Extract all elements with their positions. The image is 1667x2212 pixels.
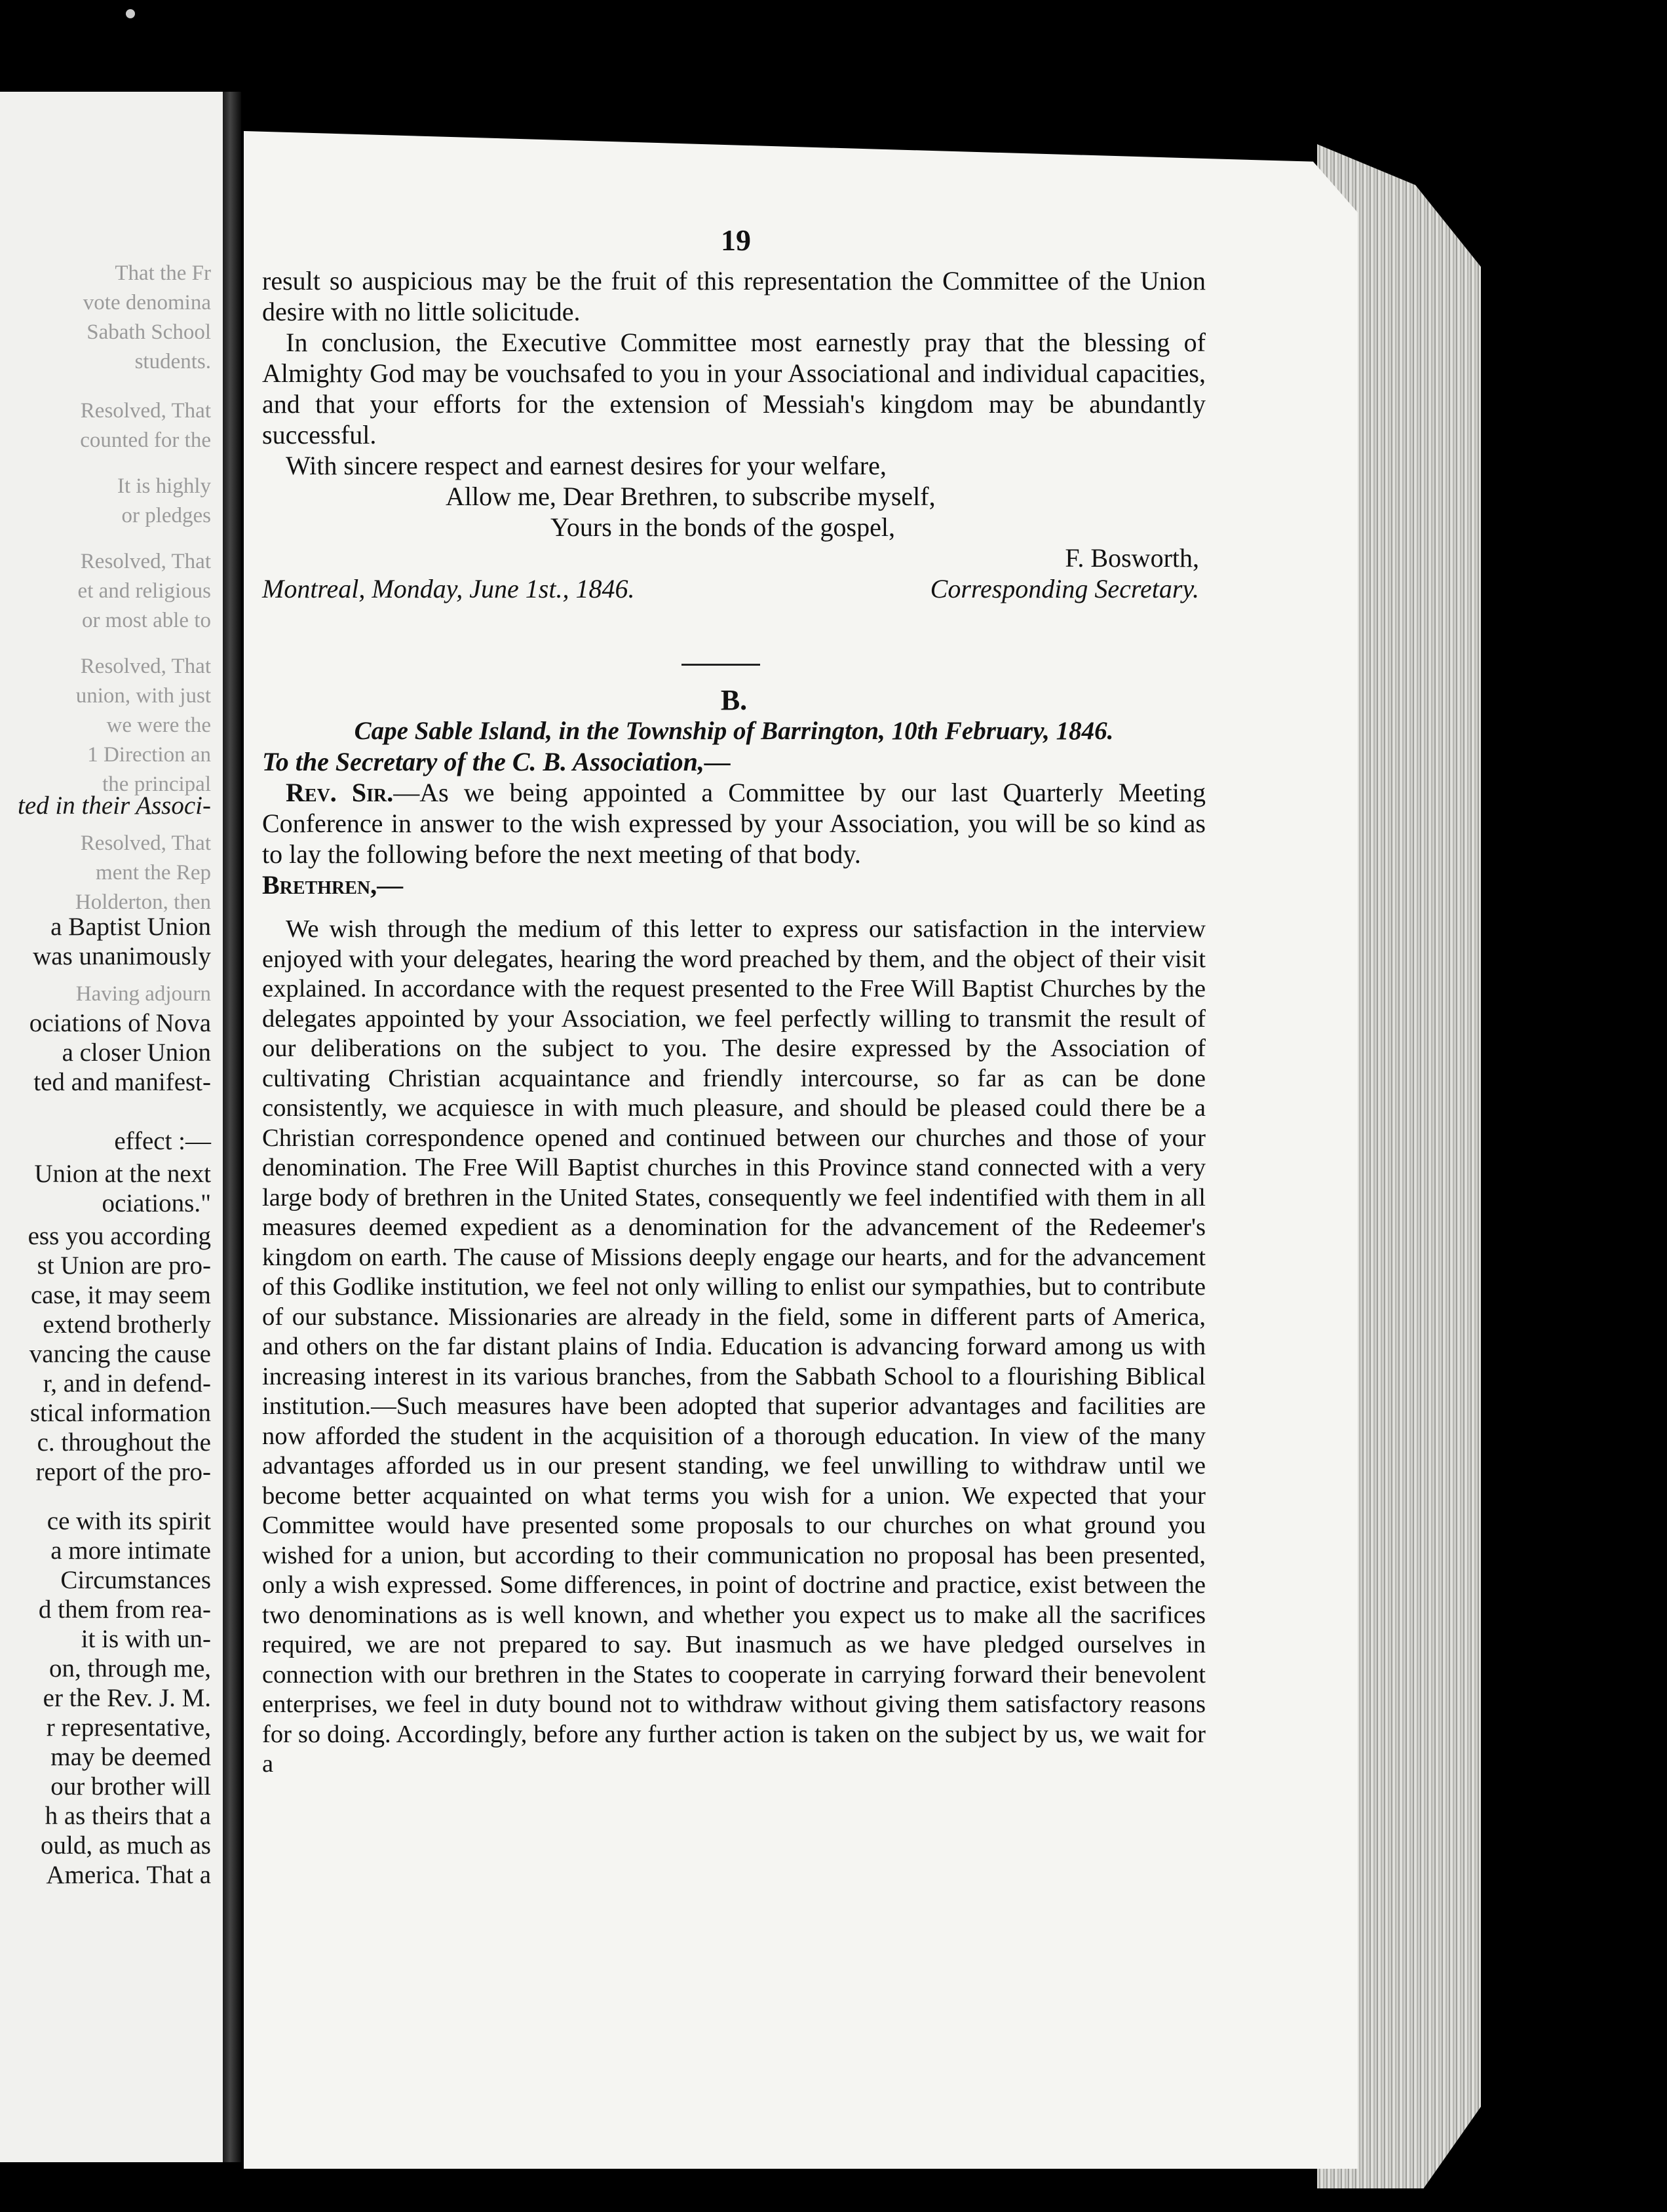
left-page-line: a more intimate — [50, 1536, 211, 1565]
left-page-line: ould, as much as — [41, 1831, 211, 1859]
left-page-line: may be deemed — [50, 1743, 211, 1771]
left-page-line: or pledges — [121, 504, 211, 527]
left-page-line: Resolved, That — [80, 831, 211, 855]
left-page-line: That the Fr — [115, 261, 211, 285]
section-divider — [681, 664, 760, 666]
closing-paragraph-1: result so auspicious may be the fruit of this representation the Committee of the Union desire with no little solicitude. — [262, 266, 1206, 326]
left-page-line: a Baptist Union — [50, 913, 211, 941]
closing-line-2: Allow me, Dear Brethren, to subscribe myself, — [446, 482, 936, 511]
left-page-line: Circumstances — [60, 1566, 211, 1594]
left-page-line: Union at the next — [34, 1160, 211, 1188]
left-page-line: Resolved, That — [80, 550, 211, 573]
left-page-line: students. — [134, 350, 211, 373]
left-page-line: h as theirs that a — [45, 1802, 211, 1830]
page-number: 19 — [721, 223, 751, 257]
left-page-line: was unanimously — [33, 942, 211, 970]
left-page-line: er the Rev. J. M. — [43, 1684, 211, 1712]
left-page-line: vote denomina — [83, 291, 211, 315]
left-page-line: ted in their Associ- — [18, 791, 211, 820]
address-line: To the Secretary of the C. B. Association,— — [262, 747, 731, 776]
left-page-line: a closer Union — [62, 1039, 211, 1067]
left-page-line: et and religious — [77, 579, 211, 603]
left-page-line: America. That a — [46, 1861, 211, 1889]
left-page-line: the principal — [102, 772, 211, 796]
left-page-line: Holderton, then — [75, 890, 211, 914]
section-b — [262, 685, 1206, 1780]
left-page-line: ociations of Nova — [29, 1009, 211, 1037]
left-page-line: on, through me, — [49, 1654, 211, 1683]
salutation-text: —As we being appointed a Committee by our last Quarterly Meeting Conference in answer to the wish expressed by your Association, you will be so kind as to lay the following before the next meeting of that body. — [262, 778, 1206, 869]
place-date: Montreal, Monday, June 1st., 1846. — [262, 574, 635, 603]
salutation-lead: Rev. Sir. — [286, 778, 394, 807]
left-page-line: case, it may seem — [30, 1281, 211, 1309]
left-page-line: effect :— — [114, 1127, 211, 1155]
brethren-greeting: Brethren,— — [262, 870, 404, 900]
left-page — [0, 92, 223, 2162]
left-page-line: vancing the cause — [29, 1340, 211, 1368]
left-page-line: Sabath School — [86, 320, 211, 344]
signer-title: Corresponding Secretary. — [930, 574, 1199, 603]
left-page-line: d them from rea- — [38, 1595, 211, 1624]
left-page-line: it is with un- — [81, 1625, 211, 1653]
left-page-line: we were the — [106, 714, 211, 737]
dateline: Cape Sable Island, in the Township of Barrington, 10th February, 1846. — [354, 717, 1114, 745]
left-page-line: It is highly — [117, 474, 211, 498]
left-page-line: ment the Rep — [96, 861, 211, 885]
left-page-line: counted for the — [80, 429, 211, 452]
book-spine — [223, 92, 241, 2162]
salutation — [262, 777, 1206, 869]
signer-name: F. Bosworth, — [1065, 543, 1199, 573]
left-page-line: ess you according — [28, 1222, 211, 1250]
left-page-line: Resolved, That — [80, 655, 211, 678]
left-page-line: 1 Direction an — [87, 743, 211, 767]
left-page-line: ociations." — [102, 1189, 211, 1217]
left-page-line: r, and in defend- — [43, 1369, 211, 1398]
left-page-line: stical information — [29, 1399, 211, 1427]
left-page-line: ted and manifest- — [33, 1068, 211, 1096]
left-page-line: extend brotherly — [43, 1310, 211, 1339]
closing-line-3: Yours in the bonds of the gospel, — [550, 512, 895, 542]
left-page-line: union, with just — [75, 684, 211, 708]
left-page-line: c. throughout the — [37, 1428, 211, 1457]
left-page-line: our brother will — [50, 1772, 211, 1801]
left-page-line: Resolved, That — [80, 399, 211, 423]
closing-letter — [262, 265, 1206, 604]
letter-body: We wish through the medium of this letter to express our satisfaction in the interview enjoyed with your delegates, hearing the word preached by them, and the object of their visit explained. In accordance with the request presented to the Free Will Baptist Churches by the delegates appointed by your Association, we feel perfectly willing to transmit the result of our deliberations on the subject to you. The desire expressed by the Association of cultivating Christian acquaintance and friendly intercourse, so far as can be done consistently, we acquiesce in with much pleasure, and should be pleased could there be a Christian correspondence opened and continued between our churches and those of your denomination. The Free Will Baptist churches in this Province stand connected with a very large body of brethren in the United States, consequently we feel indentified with them in all measures deemed expedient as a denomination for the advancement of the Redeemer's kingdom on earth. The cause of Missions deeply engage our hearts, and for the advancement of this Godlike institution, we feel not only willing to enlist our sympathies, but to contribute of our substance. Missionaries are already in the field, some in different parts of America, and others on the far distant plains of India. Education is advancing forward among us with increasing interest in its various branches, from the Sabbath School to a flourishing Biblical institution.—Such measures have been adopted that superior advantages and facilities are now afforded the student in the acquisition of a thorough education. In view of the many advantages afforded us in our present standing, we feel unwilling to withdraw until we become better acquainted on what terms you wish for a union. We expected that your Committee would have presented some proposals to our churches on what ground you wished for a union, but according to their communication no proposal has been presented, only a wish expressed. Some differences, in point of doctrine and practice, exist between the two denominations as is well known, and whether you expect us to make all the sacrifices required, we are not prepared to say. But inasmuch as we have pledged ourselves in connection with our brethren in the States to cooperate in carrying forward their benevolent enterprises, we feel in duty bound not to withdraw without giving them satisfactory reasons for so doing. Accordingly, before any further action is taken on the subject by us, we wait for a — [262, 915, 1206, 1778]
left-page-line: report of the pro- — [35, 1458, 211, 1486]
closing-paragraph-2: In conclusion, the Executive Committee most earnestly pray that the blessing of Almighty God may be vouchsafed to you in your Associational and individual capacities, and that your efforts for the extension of Messiah's kingdom may be abundantly successful. — [262, 328, 1206, 449]
left-page-line: Having adjourn — [75, 982, 211, 1006]
left-page-line: ce with its spirit — [47, 1507, 211, 1535]
left-page-line: r representative, — [46, 1713, 211, 1742]
left-page-line: or most able to — [81, 609, 211, 632]
closing-line-1: With sincere respect and earnest desires for your welfare, — [286, 451, 887, 480]
section-heading: B. — [720, 684, 748, 716]
scan-speck — [126, 9, 135, 18]
left-page-line: st Union are pro- — [37, 1251, 211, 1280]
